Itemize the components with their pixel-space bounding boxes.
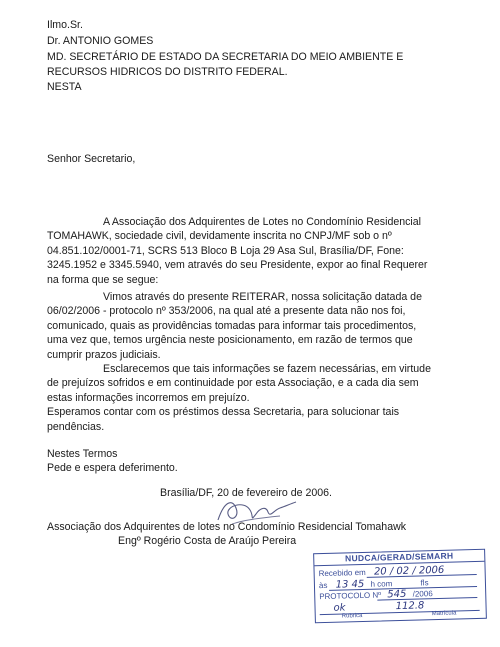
- paragraph-line: 3245.1952 e 3345.5940, vem através do seu Presidente, expor ao final Requerer: [47, 259, 428, 272]
- paragraph-line: uma vez que, temos urgência neste posicionamento, em razão de termos que: [47, 334, 413, 347]
- stamp-hora-suffix: h com: [370, 579, 393, 589]
- stamp-header: NUDCA/GERAD/SEMARH: [314, 550, 484, 566]
- salutation: Senhor Secretario,: [47, 153, 136, 165]
- paragraph-line: de prejuízos sofridos e em continuidade por esta Associação, e a cada dia sem: [47, 377, 419, 390]
- paragraph-line: A Associação dos Adquirentes de Lotes no Condomínio Residencial: [103, 216, 422, 228]
- address-line-3: MD. SECRETÁRIO DE ESTADO DA SECRETARIA DO MEIO AMBIENTE E: [47, 51, 404, 63]
- paragraph-line: TOMAHAWK, sociedade civil, devidamente inscrita no CNPJ/MF sob o nº: [47, 230, 392, 243]
- reception-stamp: [313, 549, 487, 623]
- stamp-hora-label: às: [318, 580, 328, 591]
- paragraph-2: [47, 290, 457, 362]
- stamp-hora-value: 13 45: [335, 578, 365, 591]
- paragraph-line: pendências.: [47, 420, 105, 433]
- paragraph-1: [47, 215, 457, 287]
- paragraph-line: Esperamos contar com os préstimos dessa Secretaria, para solucionar tais: [47, 406, 400, 419]
- signature-org: Associação dos Adquirentes de lotes no Condomínio Residencial Tomahawk: [47, 521, 407, 533]
- paragraph-line: cumprir prazos judiciais.: [47, 348, 161, 361]
- stamp-protocolo-year: /2006: [412, 589, 433, 599]
- paragraph-line: Vimos através do presente REITERAR, nossa solicitação datada de: [103, 291, 422, 303]
- closing-line-2: Pede e espera deferimento.: [47, 462, 178, 474]
- paragraph-line: comunicado, quais as providências tomadas para informar tais procedimentos,: [47, 319, 417, 332]
- paragraph-line: Esclarecemos que tais informações se fazem necessárias, em virtude: [103, 363, 431, 375]
- paragraph-3: [47, 362, 457, 434]
- address-line-2: Dr. ANTONIO GOMES: [47, 35, 154, 47]
- stamp-recebido-value: 20 / 02 / 2006: [373, 564, 445, 578]
- paragraph-line: na forma que se segue:: [47, 273, 159, 286]
- stamp-rubrica-value: ok: [333, 602, 346, 614]
- stamp-matricula-label: Matrícula: [431, 610, 457, 618]
- paragraph-line: estas informações incorremos em prejuízo.: [47, 391, 250, 404]
- stamp-fls-label: fls: [420, 578, 429, 588]
- paragraph-line: 06/02/2006 - protocolo nº 353/2006, na qual até a presente data não nos foi,: [47, 305, 406, 318]
- address-line-4: RECURSOS HIDRICOS DO DISTRITO FEDERAL.: [47, 66, 288, 78]
- signature-name: Engº Rogério Costa de Araújo Pereira: [118, 535, 297, 547]
- stamp-recebido-label: Recebido em: [318, 567, 366, 579]
- address-line-5: NESTA: [47, 81, 82, 93]
- date-line: Brasília/DF, 20 de fevereiro de 2006.: [160, 487, 332, 499]
- stamp-protocolo-label: PROTOCOLO Nº: [319, 590, 382, 602]
- stamp-rubrica-label: Rubrica: [341, 612, 363, 620]
- stamp-protocolo-value: 545: [387, 588, 407, 601]
- stamp-matricula-value: 112.8: [395, 600, 425, 613]
- address-line-1: Ilmo.Sr.: [47, 19, 83, 31]
- closing-line-1: Nestes Termos: [47, 448, 118, 460]
- paragraph-line: 04.851.102/0001-71, SCRS 513 Bloco B Loja 29 Asa Sul, Brasília/DF, Fone:: [47, 244, 404, 257]
